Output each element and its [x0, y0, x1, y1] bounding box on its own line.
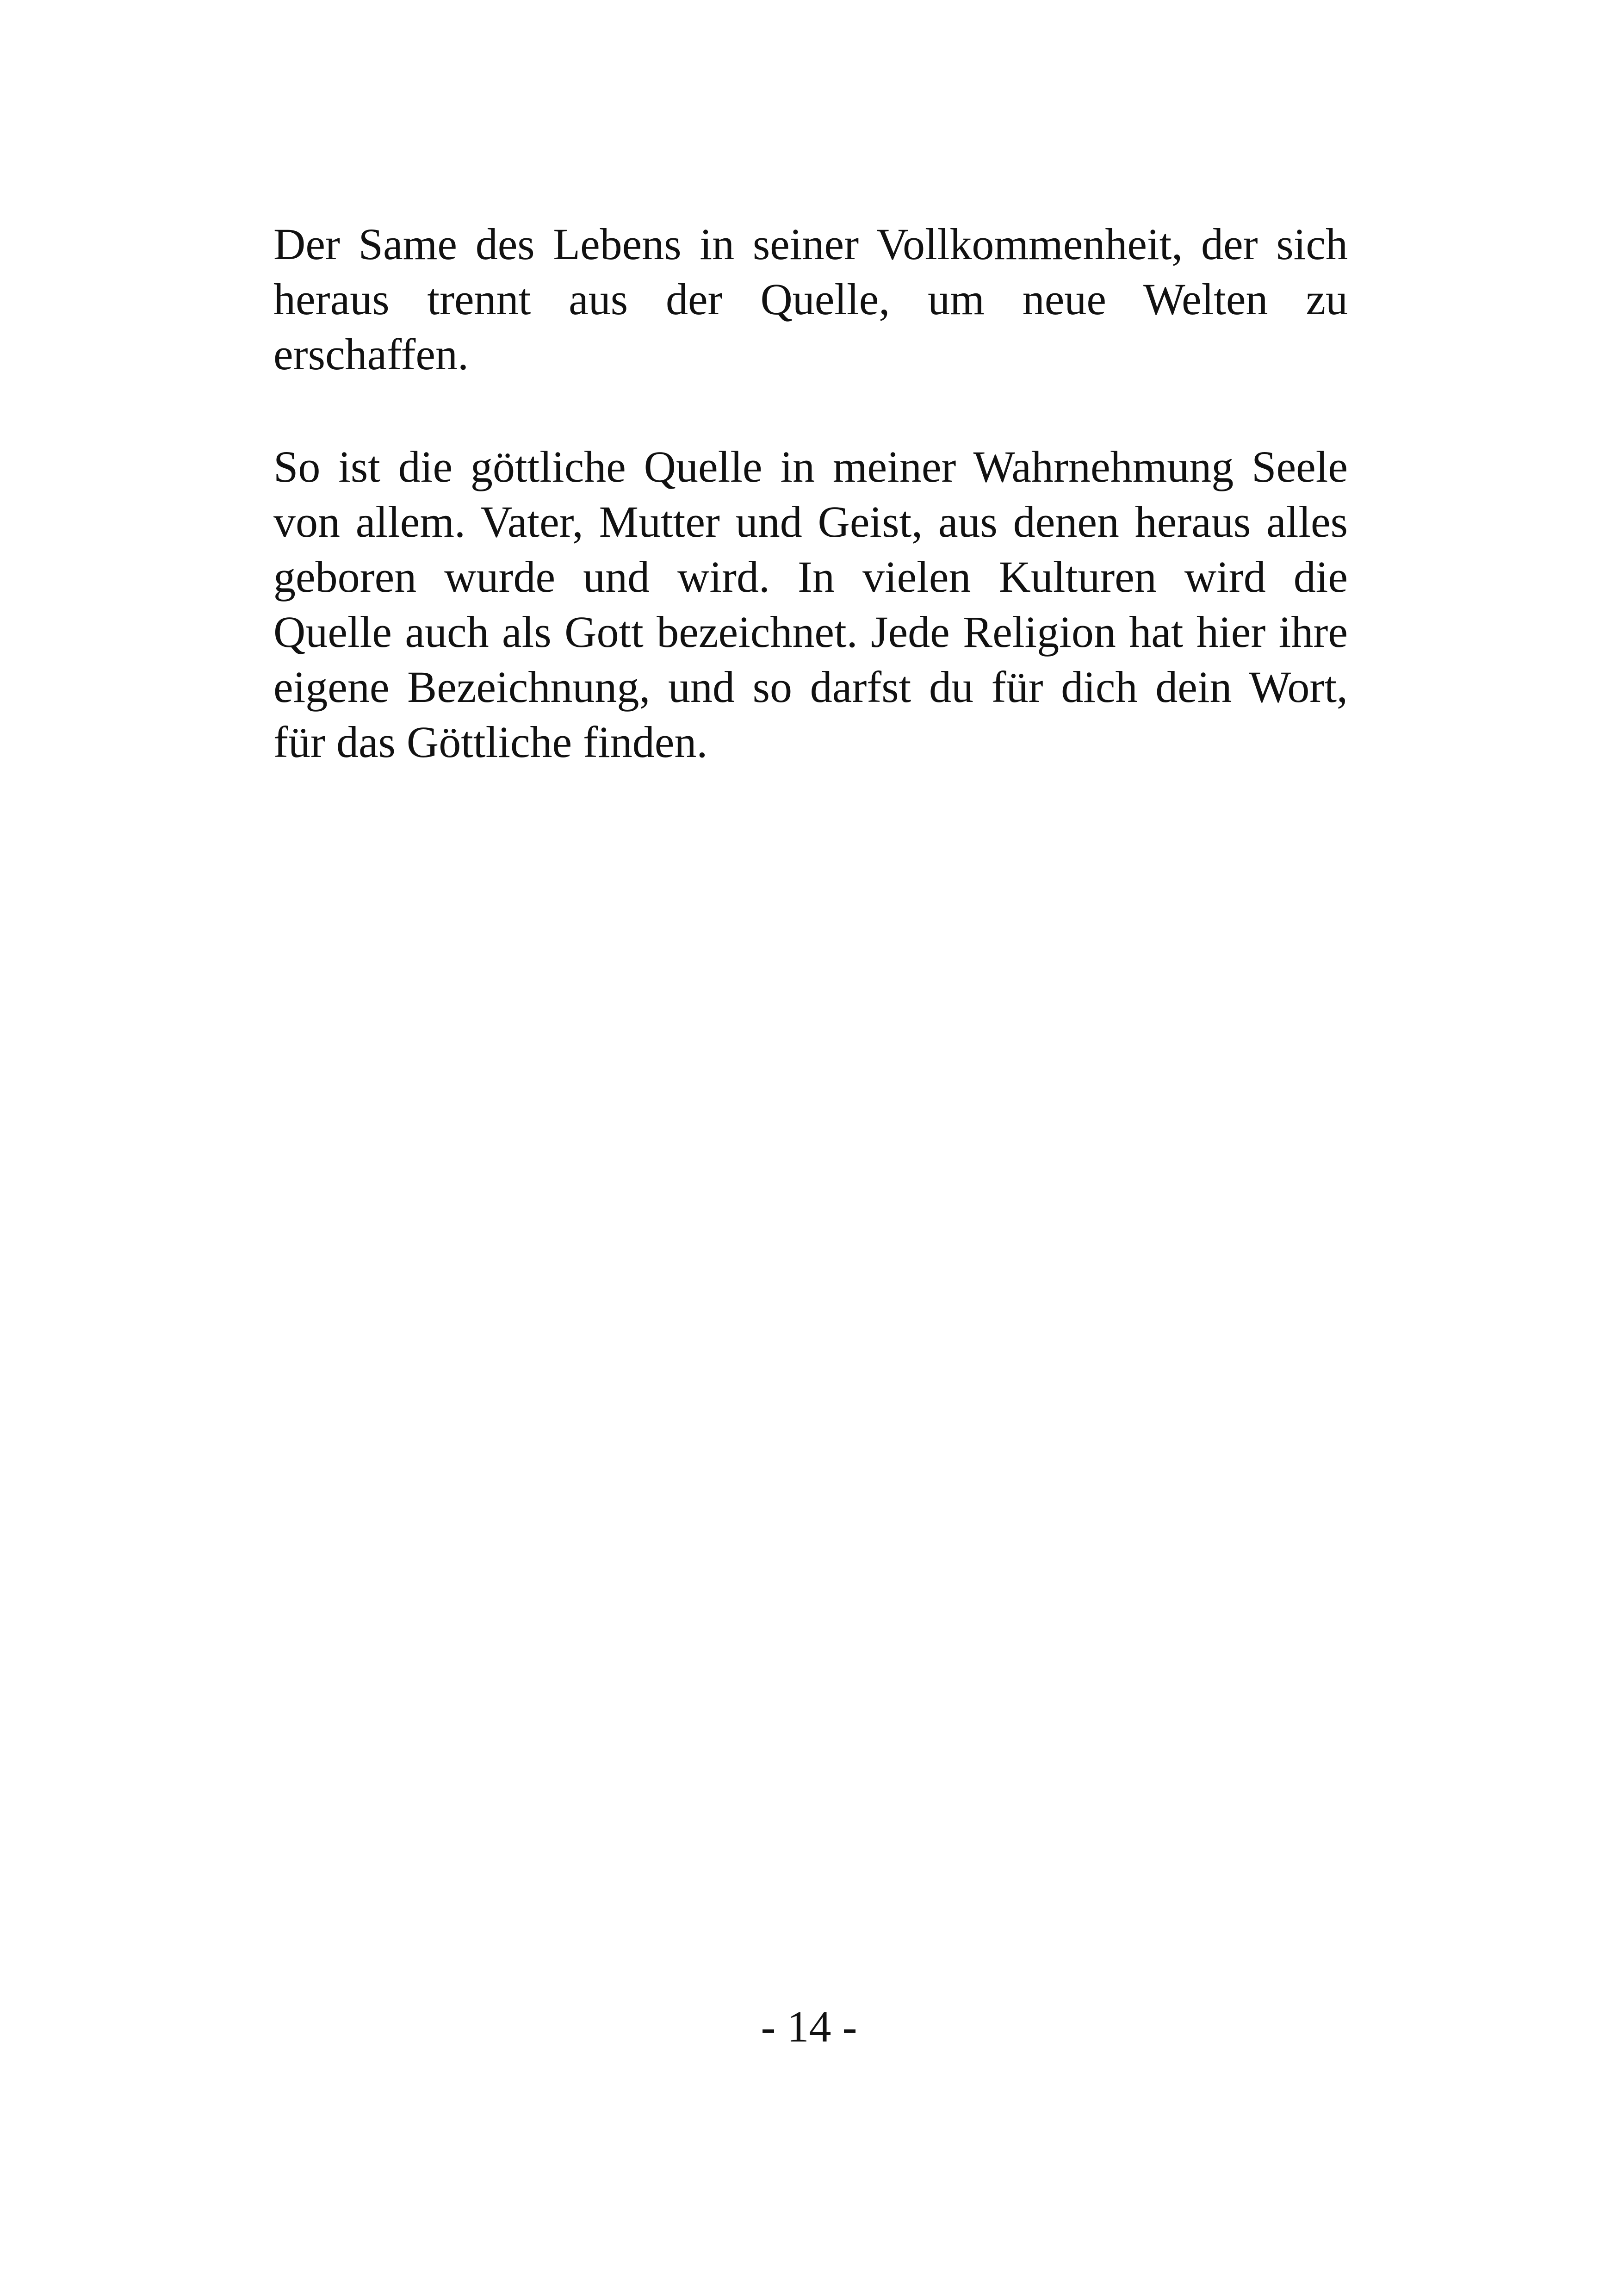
- paragraph-1-line-3: erschaffen.: [273, 329, 469, 379]
- paragraph-2-line-4: Quelle auch als Gott bezeichnet. Jede Religion hat hier ihre: [273, 607, 1348, 657]
- paragraph-1: [273, 217, 1348, 382]
- page-number: - 14 -: [761, 2002, 857, 2051]
- body-text: [273, 217, 1348, 769]
- paragraph-2-line-5: eigene Bezeichnung, und so darfst du für dich dein Wort,: [273, 662, 1348, 712]
- paragraph-2-line-2: von allem. Vater, Mutter und Geist, aus denen heraus alles: [273, 497, 1348, 546]
- paragraph-2-line-3: geboren wurde und wird. In vielen Kulturen wird die: [273, 552, 1348, 602]
- paragraph-2-line-6: für das Göttliche finden.: [273, 717, 708, 767]
- paragraph-1-line-1: Der Same des Lebens in seiner Vollkommenheit, der sich: [273, 219, 1348, 269]
- paragraph-1-line-2: heraus trennt aus der Quelle, um neue Welten zu: [273, 274, 1348, 324]
- paragraph-2: [273, 439, 1348, 769]
- paragraph-2-line-1: So ist die göttliche Quelle in meiner Wahrnehmung Seele: [273, 442, 1348, 491]
